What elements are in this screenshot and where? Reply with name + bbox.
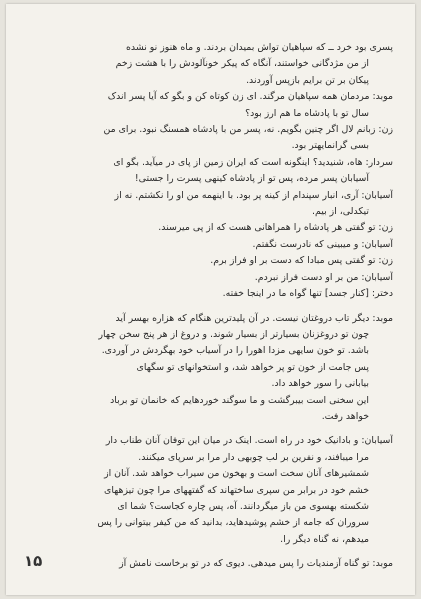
- spacer: [28, 548, 393, 556]
- text-line: سردار: هاه، شنیدید؟ اینگونه است که ایران زمین از پای در میآید. بگو ای: [113, 156, 393, 168]
- text-line: آسیابان: آری، انبار سپندام از کینه پر بود. با اینهمه من او را نکشتم. نه از: [114, 189, 393, 201]
- text-line: پس جامت از خون تو پر خواهد شد، و استخوانهای تو سگهای: [136, 361, 369, 373]
- text-line: موبد: دیگر تاب دروغتان نیست. در آن پلیدترین هنگام که هزاره بهسر آید: [115, 312, 393, 324]
- text-line: خواهد رفت.: [321, 410, 369, 422]
- text-line: این سخنی است بیبرگشت و ما سوگند خوردهایم که خانمان تو برباد: [110, 394, 369, 406]
- text-line: زن: زبانم لال اگر چنین بگویم. نه، پسر من با پادشاه همسنگ نبود. برای من: [103, 124, 393, 136]
- text-line: مرا میبافند، و نفرین بر لب چوبهی دار مرا بر سرپای میکنند.: [138, 451, 369, 463]
- text-line: شمشیرهای آنان سخت است و بهخون من سیراب خواهد شد. آنان از: [104, 468, 369, 480]
- text-line: سال تو با پادشاه ما هم ارز بود؟: [245, 107, 369, 119]
- text-line: آسیابان: و بادانیک خود در راه است. اینک در میان این توفان آنان طناب دار: [105, 435, 393, 447]
- spacer: [28, 303, 393, 311]
- text-line: پسری بود خرد ــ که سپاهیان تواش بمیدان بردند. و ماه هنوز نو نشده: [126, 42, 393, 53]
- text-line: آسیابان: و میبینی که نادرست نگفتم.: [252, 238, 393, 250]
- text-line: دختر: [کنار جسد] تنها گواه ما در اینجا خفته.: [222, 288, 393, 300]
- text-line: چون تو دروغزنان بسیارتر از بسیار شوند. و دروغ از هر پنج سخن چهار: [98, 328, 369, 340]
- book-page: [6, 4, 415, 595]
- text-line: خشم خود در برابر من سپری ساختهاند که گفتههای مرا چون تیزههای: [103, 484, 369, 496]
- text-line: بسی گرانمایهتر بود.: [291, 140, 369, 152]
- text-line: آسیابان پسر مرده، پس تو از پادشاه کینهی پسرت را جستی!: [134, 173, 369, 185]
- spacer: [28, 425, 393, 433]
- text-line: از من مژدگانی خواستند، آنگاه که پیکر خونآلودش را با هشت زخم: [115, 58, 369, 70]
- text-line: شکسته بهسوی من باز میگردانند. آه، پس چاره کجاست؟ شما ای: [117, 500, 369, 512]
- text-line: سروران که جامه از خشم پوشیدهاید، بدانید که من کیفر بیتوانی را پس: [97, 517, 369, 529]
- text-line: بیابانی را سور خواهد داد.: [271, 378, 369, 390]
- text-line: پیکان بر تن برایم بازپس آوردند.: [246, 74, 369, 86]
- text-line: زن: تو گفتی پس مبادا که دست بر او فراز برم.: [210, 255, 393, 267]
- text-line: موبد: تو گناه آزمندیات را پس میدهی. دیوی که در تو برخاست نامش آز: [119, 558, 393, 570]
- text-line: تیکدلی، از بیم.: [312, 206, 369, 218]
- text-line: زن: تو گفتی هر پادشاه را همراهانی هست که از پی میرسند.: [158, 222, 393, 234]
- text-line: باشد. تو خون سایهی مزدا اهورا را در آسیاب خود بهگردش در آوردی.: [101, 345, 369, 357]
- text-line: آسیابان: من بر او دست فراز نبردم.: [254, 271, 393, 283]
- page-number: ۱۵: [24, 552, 43, 570]
- page-text: [28, 40, 393, 573]
- text-line: موبد: مردمان همه سپاهیان مرگند. ای زن کوتاه کن و بگو که آیا پسر اندک: [107, 91, 393, 103]
- text-line: میدهم، نه گناه دیگر را.: [280, 533, 369, 545]
